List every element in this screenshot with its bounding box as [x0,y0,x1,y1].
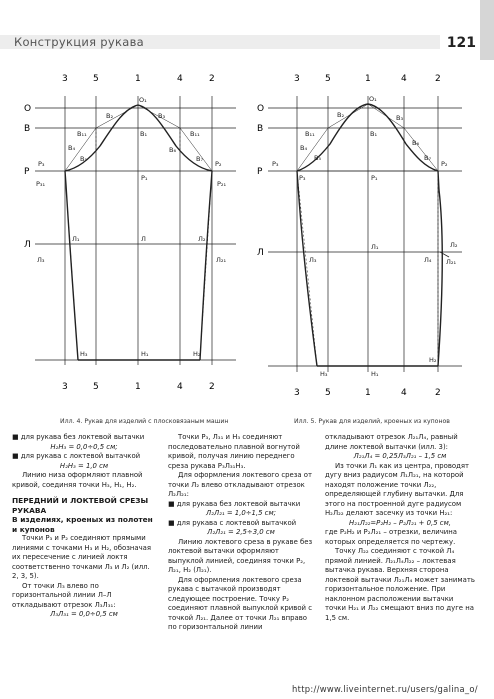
fig4-label-H2: H₂ [193,350,201,358]
col2-paragraph-1: Точки P₃, Л₃₁ и H₃ соединяют последовательно плавной вогнутой кривой, получая линию переднего среза рукава P₃Л₃₁H₃. [168,433,300,470]
fig4-label-B2: B₂ [106,112,114,120]
col2-formula-1: Л₂Л₂₁ = 1,0÷1,5 см; [206,509,276,517]
fig4-bottom-num-2: 2 [209,382,215,392]
text-column-2 [168,433,314,633]
figure-4-drawing [35,96,236,365]
col2-formula-2: Л₂Л₂₁ = 2,5÷3,0 см [207,528,275,536]
fig5-label-B1: B₁ [370,130,378,138]
fig5-label-B4: B₄ [300,144,308,152]
fig5-label-L4: Л₄ [424,256,432,264]
fig5-label-L3: Л₃ [309,256,317,264]
fig5-row-P: P [257,167,263,177]
fig4-bottom-num-5: 5 [93,382,99,392]
col3-paragraph-4: Точку Л₂₂ соединяют с точкой Л₄ прямой линией. Л₂₁Л₄Л₂₂ – локтевая вытачка рукава. Верхняя сторона локтевой вытачки Л₂₁Л₄ может занимать горизонтальное положение. При наклонном расположении вытачки точки H₂₁ и Л₂₂ смещают вниз по дуге на 1,5 см. [325,547,475,622]
col2-paragraph-4: Для оформления локтевого среза рукава с вытачкой производят следующее построение. Точку P₂ соединяют плавной выпуклой кривой с точкой Л₂₁. Далее от точки Л₂₁ вправо по горизонтальной линии [168,575,313,631]
fig5-row-L: Л [257,248,264,258]
fig5-label-P3: P₃ [272,160,279,168]
fig4-label-L31: Л₃ [37,256,45,264]
fig5-top-num-1: 1 [365,74,371,84]
col2-paragraph-2: Для оформления локтевого среза от точки Л₂ влево откладывают отрезок Л₂Л₂₁: [168,471,313,498]
col2-paragraph-3: Линию локтевого среза в рукаве без локтевой вытачки оформляют выпуклой линией, соединяя точки P₂, Л₂₁, H₂ (Л₂₁). [168,537,313,574]
section-title: Конструкция рукава [14,35,144,49]
fig5-elbow-seam [438,171,442,366]
fig4-bottom-num-4: 4 [177,382,183,392]
fig5-dart [440,252,449,257]
fig4-top-num-1: 1 [135,74,141,84]
fig5-row-O: O [257,104,265,114]
fig5-label-H2: H₂ [429,356,437,364]
fig4-label-P21: P₂₁ [217,180,227,188]
fig4-label-P2: P₂ [215,160,222,168]
fig4-label-B6: B₆ [169,146,177,154]
col2-list-item-2: ■ для рукава с локтевой вытачкой [168,518,297,527]
fig5-label-H1: H₁ [371,370,379,378]
fig4-label-B7: B₇ [196,155,204,163]
fig5-label-B7: B₇ [424,154,432,162]
fig4-top-num-3: 3 [62,74,68,84]
fig4-label-L2: Л₂ [198,235,206,243]
fig5-top-num-4: 4 [401,74,407,84]
fig4-top-num-5: 5 [93,74,99,84]
footer-url[interactable]: http://www.liveinternet.ru/users/galina_o/ [292,684,478,694]
fig4-label-P31: P₃₁ [36,180,46,188]
fig4-label-O1: O₁ [139,96,147,104]
fig5-bottom-num-2: 2 [435,388,441,398]
fig4-label-B3: B₃ [158,112,166,120]
fig4-row-L: Л [24,240,31,250]
fig4-label-L21: Л₂₁ [216,256,227,264]
col3-formula-1: Л₂₁Л₄ = 0,25Л₃Л₂₁ – 1,5 см [353,452,447,460]
fig5-bottom-num-4: 4 [401,388,407,398]
fig5-label-B5: B₅ [314,154,322,162]
fig5-label-H3: H₃ [320,370,328,378]
col1-formula-3: Л₃Л₃₁ = 0,0÷0,5 см [50,610,118,618]
fig5-label-O1: O₁ [369,95,377,103]
fig4-bottom-num-3: 3 [62,382,68,392]
fig4-label-B11: B₁₁ [77,130,87,138]
fig5-top-num-2: 2 [435,74,441,84]
fig4-label-L1: Л₁ [72,235,80,243]
col3-paragraph-2: Из точки Л₁ как из центра, проводят дугу вниз радиусом Л₁Л₂₁, на которой находят положение точки Л₂₂, определяющей глубину вытачки. Для этого на построенной дуге радиусом H₂Л₂₂ делают засечку из точки H₂₁: [325,461,470,517]
col1-list-item-2: ■ для рукава с локтевой вытачкой [12,452,141,460]
fig4-label-L: Л [141,235,146,243]
col1-list-item-1: ■ для рукава без локтевой вытачки [12,433,145,441]
fig4-label-B4: B₄ [68,144,76,152]
fig4-bottom-num-1: 1 [135,382,141,392]
fig5-top-num-3: 3 [294,74,300,84]
col2-list-item-1: ■ для рукава без локтевой вытачки [168,499,301,508]
fig5-label-B6: B₆ [412,139,420,147]
col1-paragraph-1: Линию низа оформляют плавной кривой, соединяя точки H₃, H₁, H₂. [12,471,143,489]
fig4-label-H3: H₃ [80,350,88,358]
fig5-bottom-num-5: 5 [325,388,331,398]
text-column-3 [325,433,475,623]
col3-paragraph-1: откладывают отрезок Л₂₁Л₄, равный длине локтевой вытачки (илл. 3): [325,433,458,451]
fig5-top-num-5: 5 [325,74,331,84]
section-heading: ПЕРЕДНИЙ И ЛОКТЕВОЙ СРЕЗЫ РУКАВА [12,496,149,515]
text-column-1 [12,433,156,620]
fig4-row-B: B [24,124,31,134]
col1-formula-1: H₂H₃ = 0,0÷0,5 см; [50,442,118,451]
fig4-row-O: O [24,104,32,114]
fig5-bottom-num-1: 1 [365,388,371,398]
page-number: 121 [446,35,476,51]
fig5-row-B: B [257,124,264,134]
fig4-label-B5: B₅ [80,155,88,163]
fig4-label-P1: P₁ [141,174,148,182]
col1-paragraph-2: Точки P₃ и P₂ соединяют прямыми линиями с точками H₃ и H₂, обозначая их пересечение с линией локтя соответственно точками Л₃ и Л₂ (илл. 2, 3, 5). [12,534,152,580]
fig4-top-num-4: 4 [177,74,183,84]
fig4-label-B1: B₁ [140,130,148,138]
fig4-label-H1: H₁ [141,350,149,358]
fig5-label-B11: B₁₁ [305,130,315,138]
fig5-label-P1: P₁ [371,174,378,182]
col3-formula-2: H₂₁Л₂₂=P₂H₂ – P₂Л₂₁ + 0,5 см, [349,518,451,527]
figure-5-drawing [268,96,462,372]
figure-4-caption: Илл. 4. Рукав для изделий с плосковязаным машин [60,418,229,425]
fig5-label-L21: Л₂₁ [446,258,457,266]
fig5-label-L2: Л₂ [450,241,458,249]
fig4-row-P: P [24,167,30,177]
fig4-top-num-2: 2 [209,74,215,84]
fig4-label-B111: B₁₁ [190,130,200,138]
subsection-heading: В изделиях, кроеных из полотен и купонов [12,515,153,534]
fig5-label-P31: P₃ [299,174,306,182]
fig5-label-L1: Л₁ [371,243,379,251]
col1-formula-2: H₂H₃ = 1,0 см [59,461,109,470]
fig5-bottom-num-3: 3 [294,388,300,398]
fig4-label-P3: P₃ [38,160,45,168]
fig5-label-B3: B₃ [396,114,404,122]
figure-5-caption: Илл. 5. Рукав для изделий, кроеных из купонов [294,418,450,425]
fig5-label-B2: B₂ [337,111,345,119]
col3-paragraph-3: где P₂H₂ и P₂Л₂₁ – отрезки, величина которых определяется по чертежу. [325,528,457,546]
col1-paragraph-3: От точки Л₃ влево по горизонтальной линии Л–Л откладывают отрезок Л₃Л₃₁: [12,581,116,609]
fig5-label-P2: P₂ [441,160,448,168]
